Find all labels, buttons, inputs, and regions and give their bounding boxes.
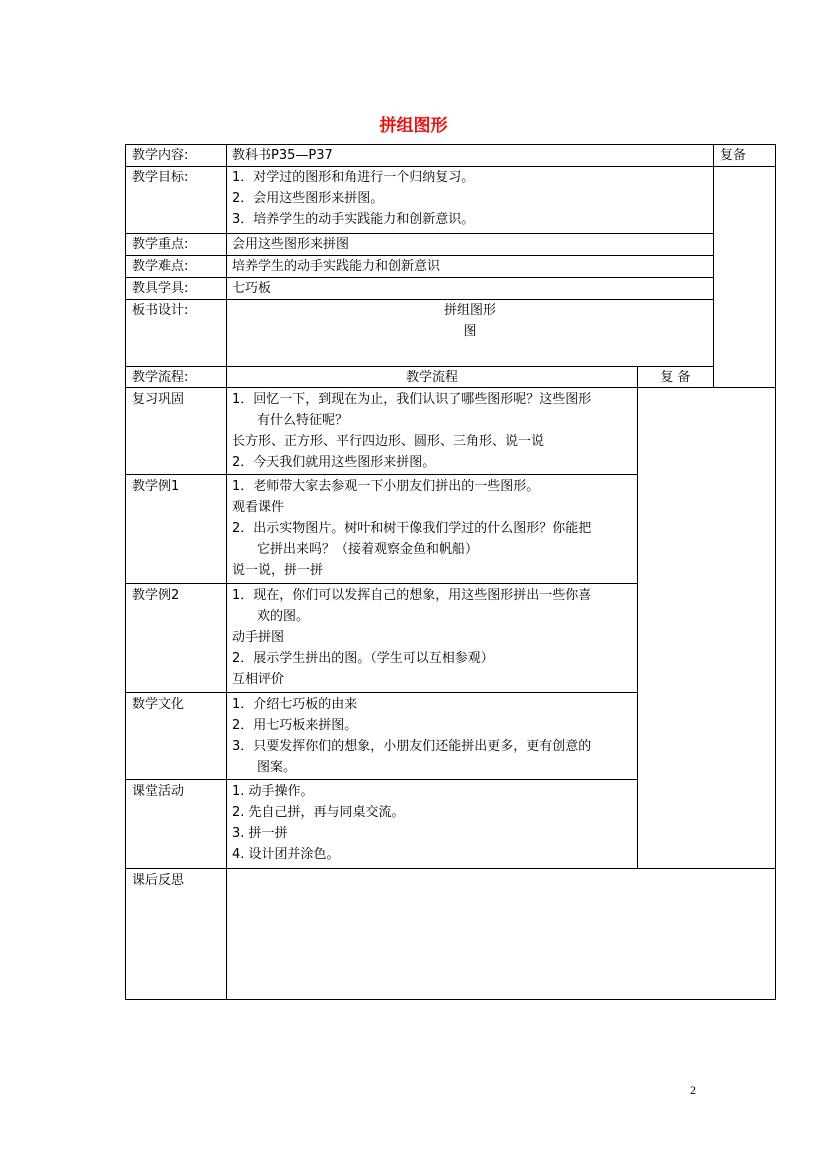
section-line: 1．介绍七巧板的由来 (232, 697, 358, 712)
section-body (232, 781, 405, 865)
table-rule (125, 868, 776, 869)
section-body (232, 694, 591, 778)
section-line: 欢的图。 (257, 609, 310, 624)
section-line: 它拼出来吗？（接着观察金鱼和帆船） (257, 542, 479, 557)
page-number: 2 (690, 1083, 696, 1097)
section-line: 互相评价 (232, 672, 285, 687)
table-rule (637, 366, 638, 868)
section-body (232, 585, 591, 690)
key-point-label: 教学重点: (132, 237, 189, 252)
goals-list (232, 167, 474, 230)
table-rule (125, 233, 713, 234)
table-rule (226, 144, 227, 1000)
section-line: 动手拼图 (232, 630, 285, 645)
tools-value: 七巧板 (232, 281, 272, 296)
flow-middle: 教学流程 (405, 370, 458, 385)
section-line: 长方形、正方形、平行四边形、圆形、三角形、说一说 (232, 434, 545, 449)
table-rule (125, 144, 126, 1000)
section-body (232, 389, 591, 473)
table-rule (125, 277, 713, 278)
section-label: 课后反思 (132, 873, 185, 888)
table-rule (125, 144, 776, 145)
section-line: 3．只要发挥你们的想象，小朋友们还能拼出更多，更有创意的 (232, 739, 592, 754)
section-line: 2．用七巧板来拼图。 (232, 718, 358, 733)
goal-item: 1．对学过的图形和角进行一个归纳复习。 (232, 170, 475, 185)
section-line: 1．现在，你们可以发挥自己的想象，用这些图形拼出一些你喜 (232, 588, 592, 603)
flow-label: 教学流程: (132, 370, 189, 385)
content-value: 教科书P35—P37 (232, 148, 333, 163)
section-line: 2. 先自己拼，再与同桌交流。 (232, 805, 405, 820)
page-title: 拼组图形 (379, 116, 448, 136)
table-rule (125, 692, 637, 693)
goal-item: 2．会用这些图形来拼图。 (232, 191, 384, 206)
section-label: 课堂活动 (132, 784, 185, 799)
section-line: 3. 拼一拼 (232, 826, 288, 841)
section-line: 2．出示实物图片。树叶和树干像我们学过的什么图形？你能把 (232, 521, 592, 536)
key-point-value: 会用这些图形来拼图 (232, 237, 350, 252)
section-line: 2．今天我们就用这些图形来拼图。 (232, 455, 436, 470)
section-line: 观看课件 (232, 500, 285, 515)
difficulty-label: 教学难点: (132, 259, 189, 274)
board-line: 拼组图形 (443, 303, 496, 318)
table-rule (125, 999, 776, 1000)
table-rule (125, 779, 637, 780)
section-line: 4. 设计团并涂色。 (232, 847, 340, 862)
section-label: 复习巩固 (132, 392, 185, 407)
section-line: 1. 动手操作。 (232, 784, 314, 799)
tools-label: 教具学具: (132, 281, 189, 296)
table-rule (775, 144, 776, 1000)
section-line: 1．老师带大家去参观一下小朋友们拼出的一些图形。 (232, 479, 540, 494)
goal-item: 3．培养学生的动手实践能力和创新意识。 (232, 212, 475, 227)
flow-right: 复 备 (660, 370, 691, 385)
table-rule (125, 474, 637, 475)
section-label: 教学例2 (132, 588, 180, 603)
goals-label: 教学目标: (132, 170, 189, 185)
prep-label: 复备 (720, 148, 747, 163)
section-line: 1．回忆一下，到现在为止，我们认识了哪些图形呢？这些图形 (232, 392, 592, 407)
section-label: 教学例1 (132, 479, 180, 494)
section-line: 图案。 (257, 760, 297, 775)
board-line: 图 (463, 324, 477, 339)
section-body (232, 476, 591, 581)
section-line: 说一说，拼一拼 (232, 563, 324, 578)
table-rule (125, 583, 637, 584)
content-label: 教学内容: (132, 148, 189, 163)
board-label: 板书设计: (132, 303, 189, 318)
section-label: 数学文化 (132, 697, 185, 712)
section-line: 有什么特征呢？ (257, 413, 349, 428)
board-design (227, 300, 713, 342)
table-rule (713, 144, 714, 387)
section-line: 2．展示学生拼出的图。（学生可以互相参观） (232, 651, 494, 666)
difficulty-value: 培养学生的动手实践能力和创新意识 (232, 259, 441, 274)
